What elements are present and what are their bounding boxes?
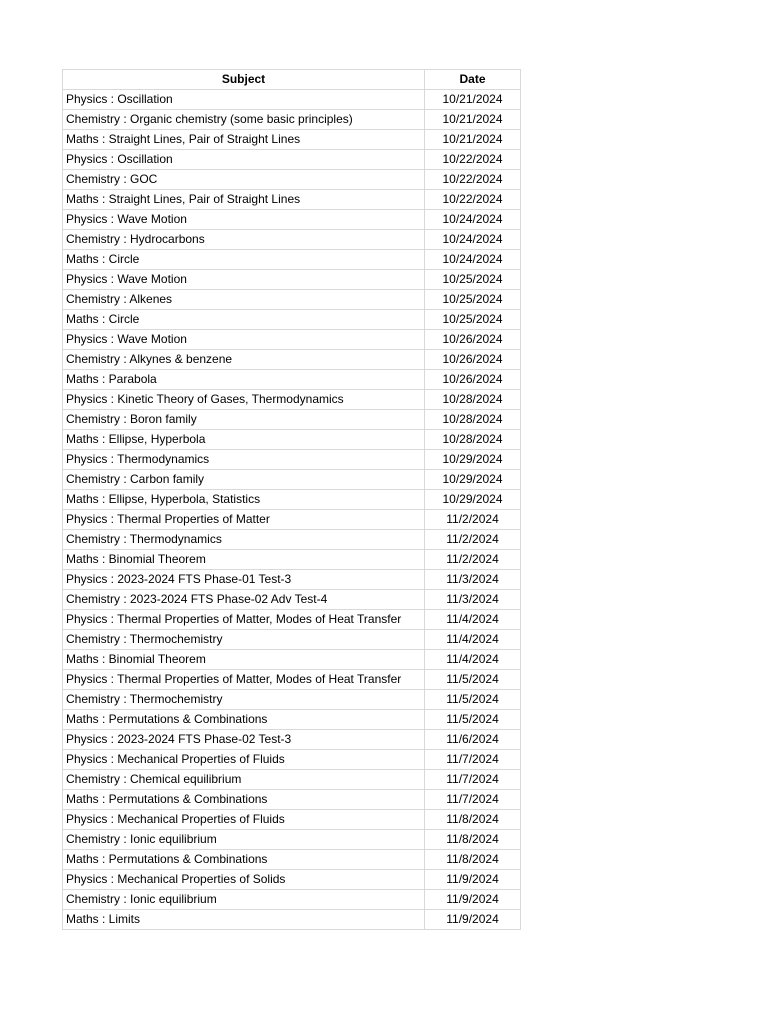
table-row bbox=[63, 330, 521, 350]
subject-cell: Physics : Kinetic Theory of Gases, Thermodynamics bbox=[63, 390, 425, 410]
table-row bbox=[63, 590, 521, 610]
table-row bbox=[63, 170, 521, 190]
date-cell: 11/7/2024 bbox=[425, 750, 521, 770]
table-row bbox=[63, 210, 521, 230]
subject-cell: Physics : Thermal Properties of Matter bbox=[63, 510, 425, 530]
subject-cell: Chemistry : Thermochemistry bbox=[63, 630, 425, 650]
subject-cell: Chemistry : Ionic equilibrium bbox=[63, 890, 425, 910]
subject-cell: Chemistry : Ionic equilibrium bbox=[63, 830, 425, 850]
subject-cell: Maths : Parabola bbox=[63, 370, 425, 390]
table-row bbox=[63, 810, 521, 830]
table-row bbox=[63, 890, 521, 910]
table-row bbox=[63, 510, 521, 530]
date-cell: 11/2/2024 bbox=[425, 530, 521, 550]
date-cell: 10/22/2024 bbox=[425, 190, 521, 210]
date-cell: 10/21/2024 bbox=[425, 110, 521, 130]
date-cell: 11/8/2024 bbox=[425, 810, 521, 830]
subject-cell: Chemistry : Thermodynamics bbox=[63, 530, 425, 550]
date-cell: 10/29/2024 bbox=[425, 470, 521, 490]
table-row bbox=[63, 190, 521, 210]
subject-cell: Physics : Thermodynamics bbox=[63, 450, 425, 470]
subject-cell: Chemistry : Organic chemistry (some basic principles) bbox=[63, 110, 425, 130]
table-row bbox=[63, 670, 521, 690]
date-cell: 10/24/2024 bbox=[425, 230, 521, 250]
subject-cell: Chemistry : GOC bbox=[63, 170, 425, 190]
subject-cell: Physics : Mechanical Properties of Fluids bbox=[63, 750, 425, 770]
date-cell: 11/7/2024 bbox=[425, 770, 521, 790]
table-row bbox=[63, 390, 521, 410]
table-row bbox=[63, 490, 521, 510]
table-row bbox=[63, 910, 521, 930]
date-cell: 11/7/2024 bbox=[425, 790, 521, 810]
date-cell: 10/21/2024 bbox=[425, 90, 521, 110]
date-cell: 11/5/2024 bbox=[425, 690, 521, 710]
table-row bbox=[63, 90, 521, 110]
table-row bbox=[63, 150, 521, 170]
subject-column-header: Subject bbox=[63, 70, 425, 90]
date-cell: 11/4/2024 bbox=[425, 630, 521, 650]
date-cell: 10/22/2024 bbox=[425, 170, 521, 190]
table-row bbox=[63, 110, 521, 130]
subject-cell: Chemistry : 2023-2024 FTS Phase-02 Adv Test-4 bbox=[63, 590, 425, 610]
table-row bbox=[63, 470, 521, 490]
date-cell: 11/2/2024 bbox=[425, 550, 521, 570]
subject-cell: Maths : Binomial Theorem bbox=[63, 650, 425, 670]
table-row bbox=[63, 530, 521, 550]
subject-cell: Maths : Limits bbox=[63, 910, 425, 930]
subject-cell: Physics : Thermal Properties of Matter, Modes of Heat Transfer bbox=[63, 610, 425, 630]
date-cell: 11/9/2024 bbox=[425, 890, 521, 910]
table-row bbox=[63, 570, 521, 590]
subject-cell: Chemistry : Thermochemistry bbox=[63, 690, 425, 710]
table-row bbox=[63, 230, 521, 250]
subject-cell: Physics : Wave Motion bbox=[63, 330, 425, 350]
subject-cell: Chemistry : Carbon family bbox=[63, 470, 425, 490]
table-row bbox=[63, 410, 521, 430]
subject-cell: Physics : Oscillation bbox=[63, 90, 425, 110]
subject-cell: Maths : Permutations & Combinations bbox=[63, 710, 425, 730]
table-row bbox=[63, 750, 521, 770]
schedule-sheet bbox=[62, 69, 521, 930]
date-cell: 11/9/2024 bbox=[425, 910, 521, 930]
header-row bbox=[63, 70, 521, 90]
table-row bbox=[63, 130, 521, 150]
table-row bbox=[63, 790, 521, 810]
date-cell: 11/6/2024 bbox=[425, 730, 521, 750]
table-row bbox=[63, 610, 521, 630]
date-cell: 10/24/2024 bbox=[425, 210, 521, 230]
subject-cell: Maths : Permutations & Combinations bbox=[63, 850, 425, 870]
date-column-header: Date bbox=[425, 70, 521, 90]
subject-cell: Maths : Straight Lines, Pair of Straight Lines bbox=[63, 190, 425, 210]
subject-cell: Maths : Circle bbox=[63, 310, 425, 330]
table-row bbox=[63, 710, 521, 730]
subject-cell: Chemistry : Alkynes & benzene bbox=[63, 350, 425, 370]
table-row bbox=[63, 550, 521, 570]
subject-cell: Chemistry : Boron family bbox=[63, 410, 425, 430]
subject-cell: Physics : Thermal Properties of Matter, Modes of Heat Transfer bbox=[63, 670, 425, 690]
table-row bbox=[63, 350, 521, 370]
date-cell: 11/4/2024 bbox=[425, 610, 521, 630]
subject-cell: Maths : Permutations & Combinations bbox=[63, 790, 425, 810]
subject-cell: Maths : Circle bbox=[63, 250, 425, 270]
date-cell: 10/26/2024 bbox=[425, 370, 521, 390]
subject-cell: Physics : 2023-2024 FTS Phase-02 Test-3 bbox=[63, 730, 425, 750]
subject-cell: Maths : Binomial Theorem bbox=[63, 550, 425, 570]
table-row bbox=[63, 430, 521, 450]
subject-cell: Physics : Wave Motion bbox=[63, 270, 425, 290]
date-cell: 10/22/2024 bbox=[425, 150, 521, 170]
table-row bbox=[63, 770, 521, 790]
date-cell: 10/25/2024 bbox=[425, 310, 521, 330]
schedule-table bbox=[62, 69, 521, 930]
date-cell: 10/26/2024 bbox=[425, 330, 521, 350]
table-row bbox=[63, 850, 521, 870]
date-cell: 11/2/2024 bbox=[425, 510, 521, 530]
subject-cell: Physics : Mechanical Properties of Solids bbox=[63, 870, 425, 890]
subject-cell: Chemistry : Chemical equilibrium bbox=[63, 770, 425, 790]
date-cell: 10/24/2024 bbox=[425, 250, 521, 270]
subject-cell: Maths : Straight Lines, Pair of Straight Lines bbox=[63, 130, 425, 150]
table-row bbox=[63, 290, 521, 310]
table-row bbox=[63, 270, 521, 290]
subject-cell: Physics : Mechanical Properties of Fluids bbox=[63, 810, 425, 830]
date-cell: 10/28/2024 bbox=[425, 410, 521, 430]
subject-cell: Chemistry : Hydrocarbons bbox=[63, 230, 425, 250]
date-cell: 10/28/2024 bbox=[425, 430, 521, 450]
table-row bbox=[63, 250, 521, 270]
subject-cell: Physics : Wave Motion bbox=[63, 210, 425, 230]
table-row bbox=[63, 830, 521, 850]
date-cell: 11/9/2024 bbox=[425, 870, 521, 890]
table-row bbox=[63, 370, 521, 390]
table-row bbox=[63, 730, 521, 750]
table-row bbox=[63, 870, 521, 890]
schedule-body bbox=[63, 90, 521, 930]
date-cell: 11/8/2024 bbox=[425, 850, 521, 870]
subject-cell: Physics : Oscillation bbox=[63, 150, 425, 170]
date-cell: 11/4/2024 bbox=[425, 650, 521, 670]
date-cell: 10/25/2024 bbox=[425, 290, 521, 310]
date-cell: 10/26/2024 bbox=[425, 350, 521, 370]
subject-cell: Maths : Ellipse, Hyperbola, Statistics bbox=[63, 490, 425, 510]
date-cell: 10/25/2024 bbox=[425, 270, 521, 290]
subject-cell: Chemistry : Alkenes bbox=[63, 290, 425, 310]
date-cell: 11/3/2024 bbox=[425, 570, 521, 590]
table-row bbox=[63, 690, 521, 710]
date-cell: 11/5/2024 bbox=[425, 670, 521, 690]
date-cell: 10/29/2024 bbox=[425, 450, 521, 470]
date-cell: 11/8/2024 bbox=[425, 830, 521, 850]
table-row bbox=[63, 650, 521, 670]
table-row bbox=[63, 310, 521, 330]
subject-cell: Physics : 2023-2024 FTS Phase-01 Test-3 bbox=[63, 570, 425, 590]
table-row bbox=[63, 450, 521, 470]
date-cell: 10/28/2024 bbox=[425, 390, 521, 410]
table-row bbox=[63, 630, 521, 650]
date-cell: 11/5/2024 bbox=[425, 710, 521, 730]
subject-cell: Maths : Ellipse, Hyperbola bbox=[63, 430, 425, 450]
date-cell: 10/21/2024 bbox=[425, 130, 521, 150]
date-cell: 11/3/2024 bbox=[425, 590, 521, 610]
date-cell: 10/29/2024 bbox=[425, 490, 521, 510]
